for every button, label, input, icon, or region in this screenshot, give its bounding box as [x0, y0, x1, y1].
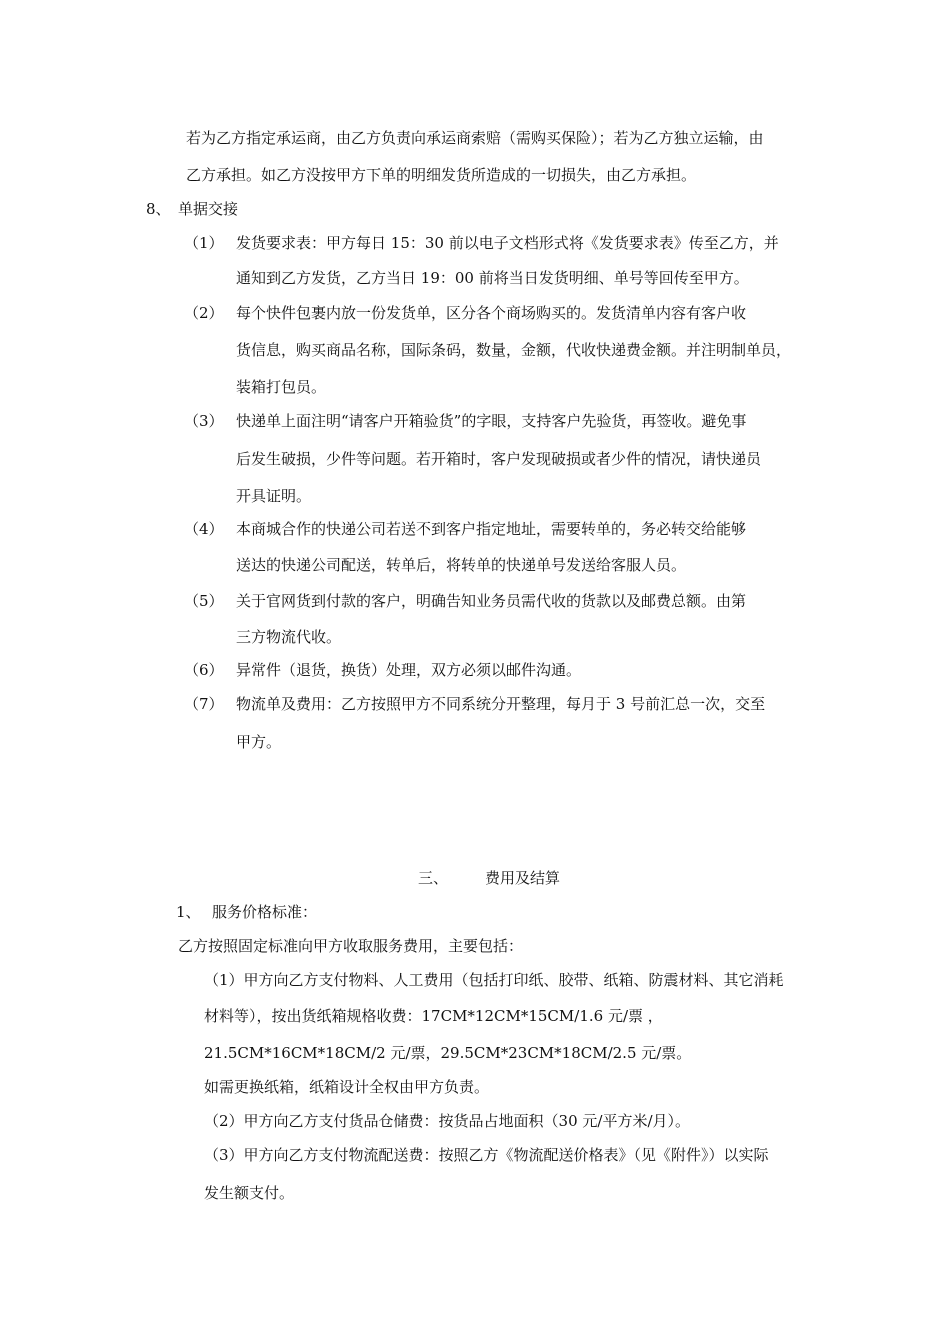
- list-item-line: 快递单上面注明“请客户开箱验货”的字眼，支持客户先验货，再签收。避免事: [236, 412, 747, 430]
- list-item-line: 关于官网货到付款的客户，明确告知业务员需代收的货款以及邮费总额。由第: [236, 592, 747, 610]
- list-item-line: 开具证明。: [236, 487, 312, 505]
- list-item-line: 异常件（退货，换货）处理，双方必须以邮件沟通。: [236, 661, 582, 679]
- subsection-number: 1、: [176, 903, 201, 921]
- list-item-line: 装箱打包员。: [236, 378, 327, 396]
- section-title: 单据交接: [178, 200, 239, 218]
- section-number: 三、: [418, 869, 449, 887]
- list-item-number: （2）: [184, 304, 224, 322]
- list-item-line: 三方物流代收。: [236, 628, 342, 646]
- section-title: 费用及结算: [485, 869, 561, 887]
- list-item-number: （7）: [184, 695, 224, 713]
- section-number: 8、: [146, 200, 171, 218]
- paragraph-line: 材料等），按出货纸箱规格收费：17CM*12CM*15CM/1.6 元/票 ，: [204, 1007, 663, 1025]
- paragraph-line: （1）甲方向乙方支付物料、人工费用（包括打印纸、胶带、纸箱、防震材料、其它消耗: [204, 971, 784, 989]
- list-item-number: （4）: [184, 520, 224, 538]
- list-item-line: 本商城合作的快递公司若送不到客户指定地址，需要转单的，务必转交给能够: [236, 520, 747, 538]
- list-item-number: （1）: [184, 234, 224, 252]
- list-item-line: 物流单及费用：乙方按照甲方不同系统分开整理，每月于 3 号前汇总一次，交至: [236, 695, 766, 713]
- paragraph-line: 乙方按照固定标准向甲方收取服务费用，主要包括：: [178, 937, 524, 955]
- list-item-line: 每个快件包裹内放一份发货单，区分各个商场购买的。发货清单内容有客户收: [236, 304, 747, 322]
- list-item-line: 货信息，购买商品名称，国际条码，数量，金额，代收快递费金额。并注明制单员，: [236, 341, 792, 359]
- paragraph-line: 发生额支付。: [204, 1184, 295, 1202]
- list-item-number: （5）: [184, 592, 224, 610]
- paragraph-line: 如需更换纸箱，纸箱设计全权由甲方负责。: [204, 1078, 490, 1096]
- subsection-title: 服务价格标准：: [212, 903, 318, 921]
- list-item-line: 发货要求表：甲方每日 15：30 前以电子文档形式将《发货要求表》传至乙方，并: [236, 234, 779, 252]
- paragraph-line: 21.5CM*16CM*18CM/2 元/票，29.5CM*23CM*18CM/2.5 元/票。: [204, 1044, 692, 1062]
- list-item-line: 甲方。: [236, 733, 282, 751]
- list-item-number: （3）: [184, 412, 224, 430]
- paragraph-line: 若为乙方指定承运商，由乙方负责向承运商索赔（需购买保险）；若为乙方独立运输，由: [186, 129, 764, 147]
- list-item-line: 送达的快递公司配送，转单后，将转单的快递单号发送给客服人员。: [236, 556, 687, 574]
- list-item-line: 通知到乙方发货，乙方当日 19：00 前将当日发货明细、单号等回传至甲方。: [236, 269, 749, 287]
- paragraph-line: （2）甲方向乙方支付货品仓储费：按货品占地面积（30 元/平方米/月）。: [204, 1112, 691, 1130]
- list-item-line: 后发生破损，少件等问题。若开箱时，客户发现破损或者少件的情况，请快递员: [236, 450, 762, 468]
- paragraph-line: （3）甲方向乙方支付物流配送费：按照乙方《物流配送价格表》（见《附件》）以实际: [204, 1146, 769, 1164]
- paragraph-line: 乙方承担。如乙方没按甲方下单的明细发货所造成的一切损失，由乙方承担。: [186, 166, 697, 184]
- list-item-number: （6）: [184, 661, 224, 679]
